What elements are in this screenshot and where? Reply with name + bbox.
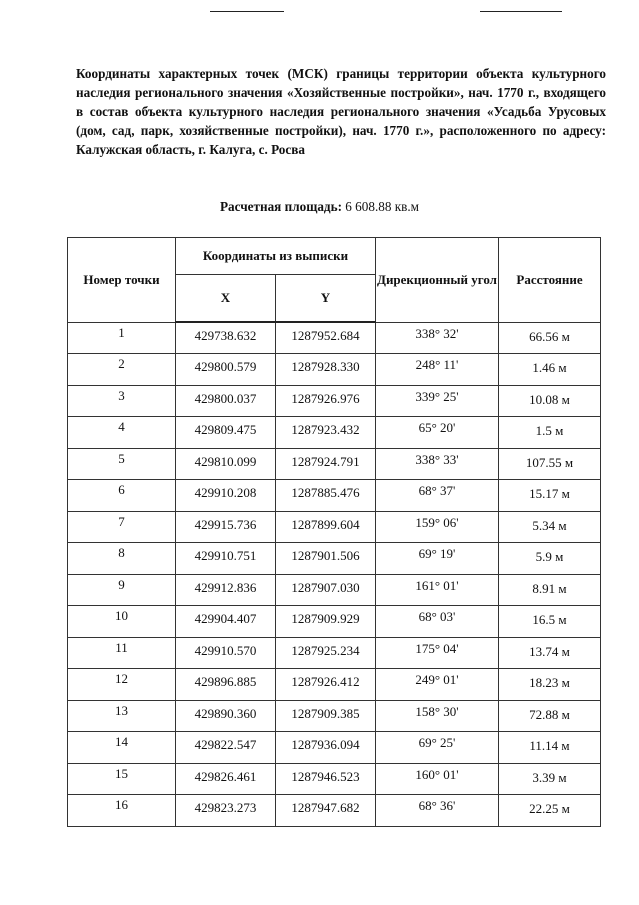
direction-angle-cell: 249° 01' xyxy=(376,669,499,701)
y-coordinate-cell: 1287925.234 xyxy=(276,637,376,669)
x-coordinate-cell: 429800.579 xyxy=(176,354,276,386)
x-coordinate-cell: 429910.208 xyxy=(176,480,276,512)
point-number-cell: 5 xyxy=(68,448,176,480)
point-number-cell: 3 xyxy=(68,385,176,417)
distance-cell: 11.14 м xyxy=(499,732,601,764)
y-coordinate-cell: 1287926.976 xyxy=(276,385,376,417)
point-number-cell: 10 xyxy=(68,606,176,638)
direction-angle-cell: 248° 11' xyxy=(376,354,499,386)
point-number-cell: 2 xyxy=(68,354,176,386)
direction-angle-cell: 175° 04' xyxy=(376,637,499,669)
point-number-cell: 1 xyxy=(68,322,176,354)
point-number-cell: 15 xyxy=(68,763,176,795)
distance-cell: 3.39 м xyxy=(499,763,601,795)
point-number-cell: 16 xyxy=(68,795,176,827)
distance-cell: 16.5 м xyxy=(499,606,601,638)
x-coordinate-cell: 429904.407 xyxy=(176,606,276,638)
distance-cell: 8.91 м xyxy=(499,574,601,606)
direction-angle-cell: 158° 30' xyxy=(376,700,499,732)
table-row xyxy=(68,795,601,827)
point-number-cell: 4 xyxy=(68,417,176,449)
x-coordinate-cell: 429738.632 xyxy=(176,322,276,354)
header-y: Y xyxy=(276,275,376,323)
table-row xyxy=(68,732,601,764)
distance-cell: 13.74 м xyxy=(499,637,601,669)
scan-mark-line xyxy=(210,11,284,12)
table-row xyxy=(68,385,601,417)
x-coordinate-cell: 429912.836 xyxy=(176,574,276,606)
y-coordinate-cell: 1287936.094 xyxy=(276,732,376,764)
point-number-cell: 14 xyxy=(68,732,176,764)
distance-cell: 18.23 м xyxy=(499,669,601,701)
direction-angle-cell: 69° 19' xyxy=(376,543,499,575)
y-coordinate-cell: 1287909.929 xyxy=(276,606,376,638)
point-number-cell: 8 xyxy=(68,543,176,575)
distance-cell: 5.9 м xyxy=(499,543,601,575)
distance-cell: 72.88 м xyxy=(499,700,601,732)
table-row xyxy=(68,511,601,543)
y-coordinate-cell: 1287926.412 xyxy=(276,669,376,701)
distance-cell: 1.5 м xyxy=(499,417,601,449)
table-row xyxy=(68,448,601,480)
calculated-area xyxy=(0,199,639,215)
y-coordinate-cell: 1287946.523 xyxy=(276,763,376,795)
header-direction-angle: Дирекционный угол xyxy=(376,238,499,323)
direction-angle-cell: 159° 06' xyxy=(376,511,499,543)
point-number-cell: 9 xyxy=(68,574,176,606)
distance-cell: 1.46 м xyxy=(499,354,601,386)
direction-angle-cell: 68° 36' xyxy=(376,795,499,827)
y-coordinate-cell: 1287901.506 xyxy=(276,543,376,575)
table-row xyxy=(68,543,601,575)
table-row xyxy=(68,637,601,669)
x-coordinate-cell: 429810.099 xyxy=(176,448,276,480)
scan-mark-line xyxy=(480,11,562,12)
header-point-number: Номер точки xyxy=(68,238,176,323)
area-label: Расчетная площадь: xyxy=(219,199,342,214)
point-number-cell: 13 xyxy=(68,700,176,732)
point-number-cell: 11 xyxy=(68,637,176,669)
direction-angle-cell: 160° 01' xyxy=(376,763,499,795)
distance-cell: 10.08 м xyxy=(499,385,601,417)
distance-cell: 107.55 м xyxy=(499,448,601,480)
y-coordinate-cell: 1287924.791 xyxy=(276,448,376,480)
table-row xyxy=(68,417,601,449)
table-row xyxy=(68,354,601,386)
header-x: X xyxy=(176,275,276,323)
direction-angle-cell: 69° 25' xyxy=(376,732,499,764)
y-coordinate-cell: 1287947.682 xyxy=(276,795,376,827)
x-coordinate-cell: 429915.736 xyxy=(176,511,276,543)
y-coordinate-cell: 1287928.330 xyxy=(276,354,376,386)
distance-cell: 15.17 м xyxy=(499,480,601,512)
y-coordinate-cell: 1287909.385 xyxy=(276,700,376,732)
x-coordinate-cell: 429822.547 xyxy=(176,732,276,764)
distance-cell: 22.25 м xyxy=(499,795,601,827)
y-coordinate-cell: 1287923.432 xyxy=(276,417,376,449)
table-row xyxy=(68,606,601,638)
table-row xyxy=(68,700,601,732)
table-row xyxy=(68,763,601,795)
y-coordinate-cell: 1287907.030 xyxy=(276,574,376,606)
direction-angle-cell: 339° 25' xyxy=(376,385,499,417)
point-number-cell: 7 xyxy=(68,511,176,543)
x-coordinate-cell: 429910.751 xyxy=(176,543,276,575)
area-value: 6 608.88 кв.м xyxy=(345,199,419,214)
y-coordinate-cell: 1287899.604 xyxy=(276,511,376,543)
distance-cell: 66.56 м xyxy=(499,322,601,354)
table-row xyxy=(68,574,601,606)
distance-cell: 5.34 м xyxy=(499,511,601,543)
y-coordinate-cell: 1287885.476 xyxy=(276,480,376,512)
direction-angle-cell: 161° 01' xyxy=(376,574,499,606)
direction-angle-cell: 68° 03' xyxy=(376,606,499,638)
x-coordinate-cell: 429800.037 xyxy=(176,385,276,417)
x-coordinate-cell: 429826.461 xyxy=(176,763,276,795)
x-coordinate-cell: 429823.273 xyxy=(176,795,276,827)
table-row xyxy=(68,480,601,512)
header-coords-group: Координаты из выписки xyxy=(176,238,376,275)
table-row xyxy=(68,669,601,701)
table-body xyxy=(68,322,601,826)
x-coordinate-cell: 429896.885 xyxy=(176,669,276,701)
coordinates-table xyxy=(67,237,601,827)
x-coordinate-cell: 429809.475 xyxy=(176,417,276,449)
x-coordinate-cell: 429910.570 xyxy=(176,637,276,669)
x-coordinate-cell: 429890.360 xyxy=(176,700,276,732)
point-number-cell: 6 xyxy=(68,480,176,512)
direction-angle-cell: 338° 33' xyxy=(376,448,499,480)
y-coordinate-cell: 1287952.684 xyxy=(276,322,376,354)
direction-angle-cell: 65° 20' xyxy=(376,417,499,449)
point-number-cell: 12 xyxy=(68,669,176,701)
direction-angle-cell: 338° 32' xyxy=(376,322,499,354)
direction-angle-cell: 68° 37' xyxy=(376,480,499,512)
table-row xyxy=(68,322,601,354)
header-distance: Расстояние xyxy=(499,238,601,323)
document-title: Координаты характерных точек (МСК) границы территории объекта культурного наследия регионального значения «Хозяйственные постройки», нач. 1770 г., входящего в состав объекта культурного наследия регионального значения «Усадьба Урусовых (дом, сад, парк, хозяйственные постройки), нач. 1770 г.», расположенного по адресу: Калужская область, г. Калуга, с. Росва xyxy=(76,66,606,157)
